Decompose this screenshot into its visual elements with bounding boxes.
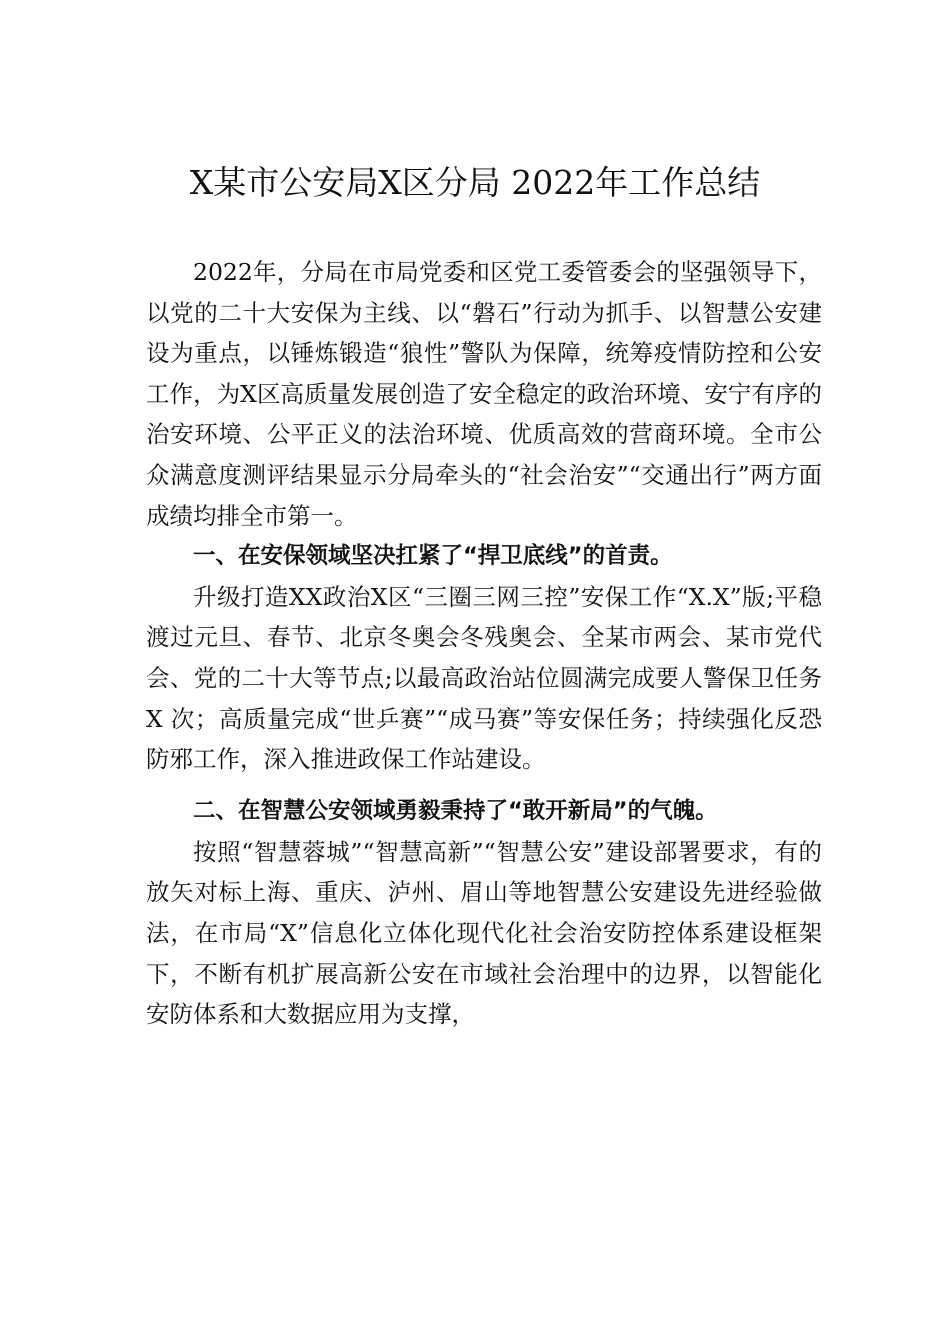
document-title: X某市公安局X区分局 2022年工作总结 bbox=[189, 163, 761, 202]
section-heading-1: 一、在安保领域坚决扛紧了“捍卫底线”的首责。 bbox=[193, 543, 673, 570]
section-heading-2: 二、在智慧公安领域勇毅秉持了“敢开新局”的气魄。 bbox=[193, 797, 718, 824]
section-2-paragraph: 按照“智慧蓉城”“智慧高新”“智慧公安”建设部署要求，有的放矢对标上海、重庆、泸州、眉山等地智慧公安建设先进经验做法，在市局“X”信息化立体化现代化社会治安防控体系建设框架下，不断有机扩展高新公安在市域社会治理中的边界，以智能化安防体系和大数据应用为支撑， bbox=[146, 837, 822, 1029]
intro-paragraph: 2022年，分局在市局党委和区党工委管委会的坚强领导下，以党的二十大安保为主线、以“磐石”行动为抓手、以智慧公安建设为重点，以锤炼锻造“狼性”警队为保障，统筹疫情防控和公安工作，为X区高质量发展创造了安全稳定的政治环境、安宁有序的治安环境、公平正义的法治环境、优质高效的营商环境。全市公众满意度测评结果显示分局牵头的“社会治安”“交通出行”两方面成绩均排全市第一。 bbox=[146, 258, 822, 530]
document-body bbox=[146, 252, 822, 1035]
section-1-paragraph: 升级打造XX政治X区“三圈三网三控”安保工作“X.X”版;平稳渡过元旦、春节、北京冬奥会冬残奥会、全某市两会、某市党代会、党的二十大等节点;以最高政治站位圆满完成要人警保卫任务 X 次；高质量完成“世乒赛”“成马赛”等安保任务；持续强化反恐防邪工作，深入推进政保工作站建设。 bbox=[146, 582, 822, 774]
